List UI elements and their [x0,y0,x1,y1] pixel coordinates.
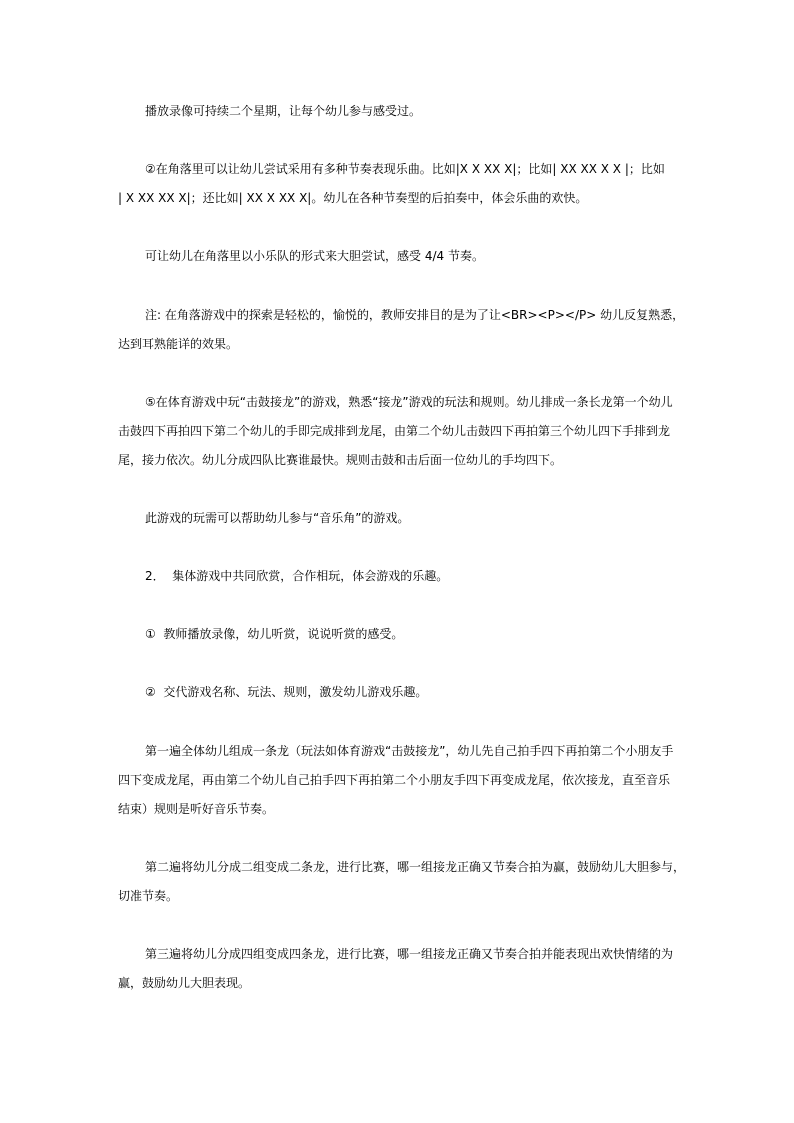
paragraph-music-corner [118,504,676,533]
text-line: 赢，鼓励幼儿大胆表现。 [118,976,251,990]
text-line: 达到耳熟能详的效果。 [118,337,239,351]
paragraph-rhythm-corner [118,155,676,213]
paragraph-third-round [118,940,676,998]
text-line: ⑤在体育游戏中玩“击鼓接龙”的游戏，熟悉“接龙”游戏的玩法和规则。幼儿排成一条长龙第一个幼儿 [145,395,673,409]
text-line: 击鼓四下再拍四下第二个幼儿的手即完成排到龙尾，由第二个幼儿击鼓四下再拍第三个幼儿四下手排到龙 [118,424,671,438]
text-line: ② 交代游戏名称、玩法、规则，激发幼儿游戏乐趣。 [145,685,428,699]
text-line: | X XX XX X|；还比如| XX X XX X|。幼儿在各种节奏型的后拍奏中，体会乐曲的欢快。 [118,191,588,205]
paragraph-step-2 [118,678,676,707]
text-line: 第三遍将幼儿分成四组变成四条龙，进行比赛，哪一组接龙正确又节奏合拍并能表现出欢快情绪的为 [145,947,674,961]
text-line: 结束）规则是听好音乐节奏。 [118,802,275,816]
text-line: ① 教师播放录像，幼儿听赏，说说听赏的感受。 [145,627,404,641]
text-line: 四下变成龙尾，再由第二个幼儿自己拍手四下再拍第二个小朋友手四下再变成龙尾，依次接龙，直至音乐 [118,773,671,787]
text-line: 2． 集体游戏中共同欣赏，合作相玩，体会游戏的乐趣。 [145,569,449,583]
text-line: 可让幼儿在角落里以小乐队的形式来大胆尝试，感受 4/4 节奏。 [145,249,484,263]
text-line: ②在角落里可以让幼儿尝试采用有多种节奏表现乐曲。比如|X X XX X|；比如| XX XX X X |；比如 [145,162,665,176]
text-line: 此游戏的玩需可以帮助幼儿参与“音乐角”的游戏。 [145,511,410,525]
paragraph-first-round [118,737,676,824]
paragraph-second-round [118,853,686,911]
text-line: 切准节奏。 [118,889,179,903]
text-line: 播放录像可持续二个星期，让每个幼儿参与感受过。 [145,104,422,118]
paragraph-video-duration [118,97,676,126]
paragraph-small-band [118,242,676,271]
text-line: 第一遍全体幼儿组成一条龙（玩法如体育游戏“击鼓接龙”，幼儿先自己拍手四下再拍第二个小朋友手 [145,744,674,758]
text-line: 尾，接力依次。幼儿分成四队比赛谁最快。规则击鼓和击后面一位幼儿的手均四下。 [118,453,563,467]
paragraph-step-1 [118,620,676,649]
text-line: 第二遍将幼儿分成二组变成二条龙，进行比赛，哪一组接龙正确又节奏合拍为赢，鼓励幼儿大胆参与， [145,860,686,874]
paragraph-drum-dragon-game [118,388,676,475]
paragraph-note [118,301,685,359]
paragraph-section-2-heading [118,562,676,591]
text-line: 注: 在角落游戏中的探索是轻松的，愉悦的，教师安排目的是为了让<BR><P></P> 幼儿反复熟悉， [145,308,685,322]
